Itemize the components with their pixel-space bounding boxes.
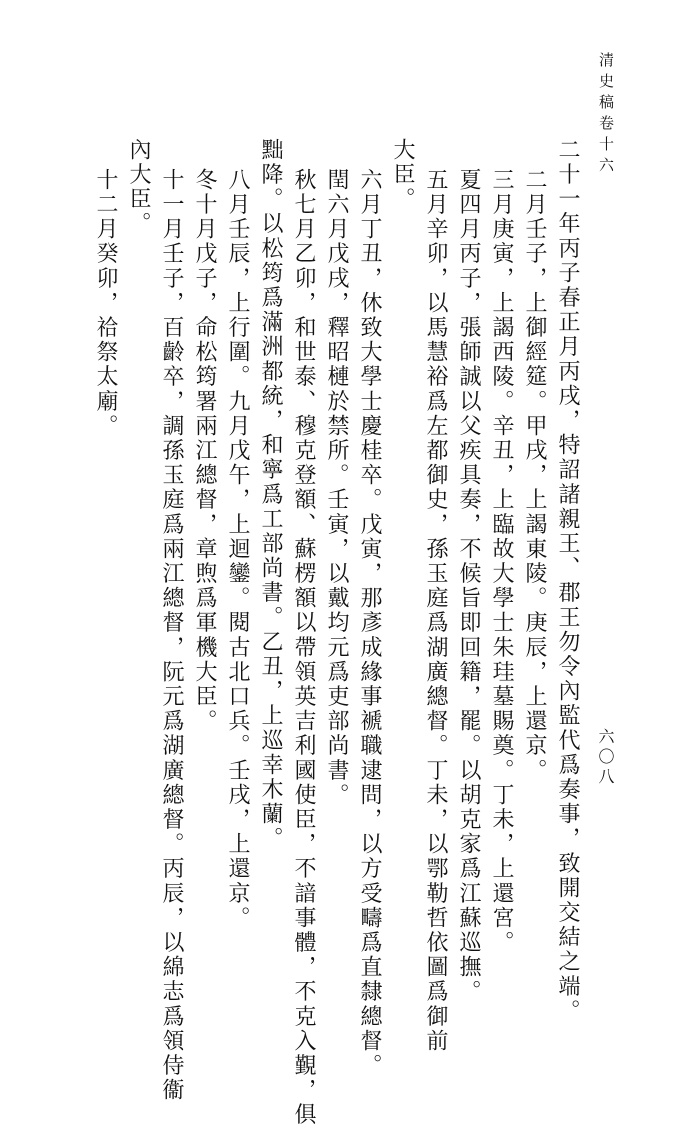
text-column-5: 五月辛卯，以馬慧裕爲左都御史，孫玉庭爲湖廣總督。丁未，以鄂勒哲依圖爲御前: [423, 168, 448, 1054]
text-column-2: 二月壬子，上御經筵。甲戌，上謁東陵。庚辰，上還京。: [522, 168, 547, 783]
running-header: 清史稿卷十六: [597, 52, 615, 178]
text-column-6: 大臣。: [390, 138, 415, 212]
text-column-10: 黜降。以松筠爲滿洲都統，和寧爲工部尚書。乙丑，上巡幸木蘭。: [258, 138, 283, 852]
text-column-7: 六月丁丑，休致大學士慶桂卒。戊寅，那彥成緣事褫職逮問，以方受疇爲直隸總督。: [357, 168, 382, 1079]
text-column-4: 夏四月丙子，張師誠以父疾具奏，不候旨即回籍，罷。以胡克家爲江蘇巡撫。: [456, 168, 481, 1005]
text-column-12: 冬十月戊子，命松筠署兩江總督，章煦爲軍機大臣。: [192, 168, 217, 734]
text-column-8: 閏六月戊戌，釋昭槤於禁所。壬寅，以戴均元爲吏部尚書。: [324, 168, 349, 808]
text-column-3: 三月庚寅，上謁西陵。辛丑，上臨故大學士朱珪墓賜奠。丁未，上還宮。: [489, 168, 514, 956]
text-column-14: 內大臣。: [126, 138, 151, 237]
text-column-1: 二十一年丙子春正月丙戌，特詔諸親王、郡王勿令內監代爲奏事，致開交結之端。: [555, 138, 580, 1024]
text-column-13: 十一月壬子，百齡卒，調孫玉庭爲兩江總督，阮元爲湖廣總督。丙辰，以綿志爲領侍衞: [159, 168, 184, 1103]
text-column-15: 十二月癸卯，祫祭太廟。: [93, 168, 118, 439]
text-column-11: 八月壬辰，上行圍。九月戊午，上迴鑾。閱古北口兵。壬戌，上還京。: [225, 168, 250, 931]
page-number: 六〇八: [596, 728, 615, 788]
text-column-9: 秋七月乙卯，和世泰、穆克登額、蘇楞額以帶領英吉利國使臣，不諳事體，不克入覲，俱: [291, 168, 316, 1127]
